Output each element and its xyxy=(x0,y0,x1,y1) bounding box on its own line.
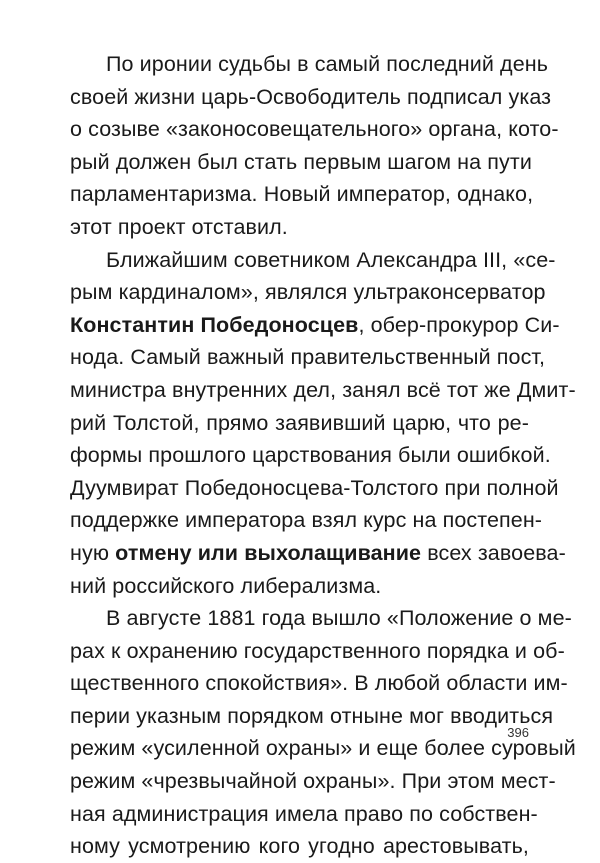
text-line xyxy=(70,309,560,342)
paragraph-2 xyxy=(70,244,576,603)
page-body xyxy=(70,48,576,863)
text-fragment: всех завоева- xyxy=(421,540,566,565)
text-line: рый должен был стать первым шагом на пути xyxy=(70,149,532,174)
text-line: о созыве «законосовещательного» органа, кото- xyxy=(70,117,559,142)
text-line: щественного спокойствия». В любой области им- xyxy=(70,671,568,696)
text-line: рым кардиналом», являлся ультраконсерватор xyxy=(70,280,546,305)
text-fragment: , обер-прокурор Си- xyxy=(358,312,560,337)
text-line: министра внутренних дел, занял всё тот же Дмит- xyxy=(70,377,576,402)
text-line: Дуумвират Победоносцева-Толстого при полной xyxy=(70,475,559,500)
text-line: ная администрация имела право по собствен- xyxy=(70,801,538,826)
text-line: перии указным порядком отныне мог вводиться xyxy=(70,703,554,728)
bold-emphasis-phrase: отмену или выхолащивание xyxy=(115,540,422,565)
text-line: ному усмотрению кого угодно арестовывать, xyxy=(70,834,529,859)
text-line: нода. Самый важный правительственный пост, xyxy=(70,345,546,370)
page-number: 396 xyxy=(507,725,529,740)
text-line: рах к охранению государственного порядка и об- xyxy=(70,638,565,663)
paragraph-3 xyxy=(70,602,576,863)
text-line: ний российского либерализма. xyxy=(70,573,382,598)
text-line: рий Толстой, прямо заявивший царю, что ре- xyxy=(70,410,529,435)
paragraph-1 xyxy=(70,48,559,244)
text-line: Ближайшим советником Александра III, «се- xyxy=(106,247,556,272)
text-line: В августе 1881 года вышло «Положение о ме- xyxy=(106,606,572,631)
text-fragment: ную xyxy=(70,540,116,565)
text-line: режим «усиленной охраны» и еще более суровый xyxy=(70,736,576,761)
text-line: формы прошлого царствования были ошибкой. xyxy=(70,443,551,468)
text-line: режим «чрезвычайной охраны». При этом мест- xyxy=(70,769,556,794)
text-line xyxy=(70,537,566,570)
text-line: парламентаризма. Новый император, однако, xyxy=(70,182,534,207)
text-line: По иронии судьбы в самый последний день xyxy=(106,52,549,76)
text-line: этот проект отставил. xyxy=(70,214,288,239)
bold-name-pobedonostsev: Константин Победоносцев xyxy=(70,312,359,337)
text-line: поддержке императора взял курс на постепен- xyxy=(70,508,543,533)
text-line: своей жизни царь-Освободитель подписал указ xyxy=(70,84,552,109)
